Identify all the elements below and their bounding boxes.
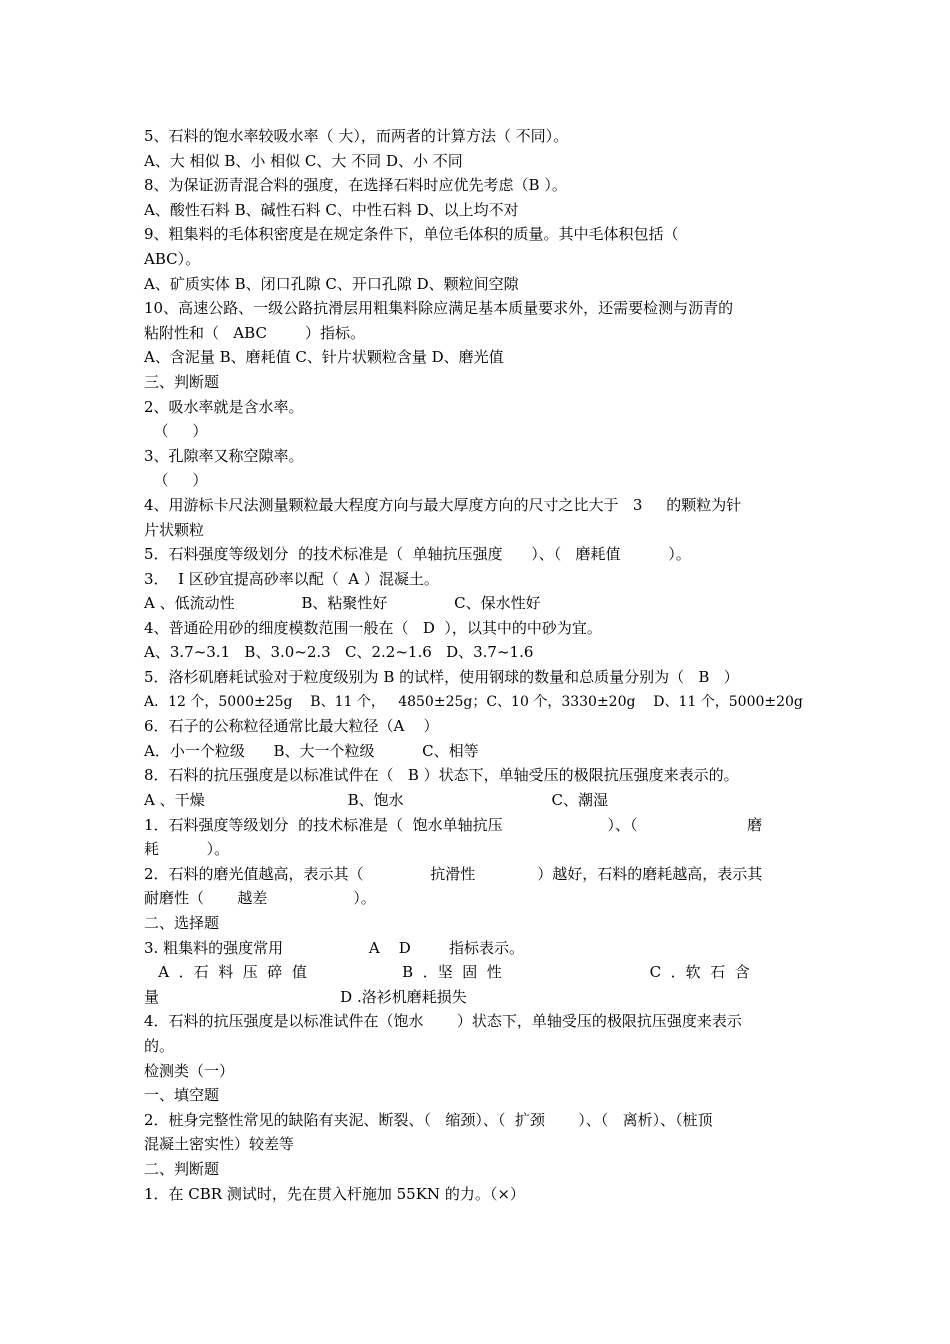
text-line: 4．石料的抗压强度是以标准试件在（饱水 ）状态下，单轴受压的极限抗压强度来表示	[144, 1012, 742, 1031]
text-line: A、大 相似 B、小 相似 C、大 不同 D、小 不同	[144, 151, 463, 170]
text-line: A．小一个粒级 B、大一个粒级 C、相等	[144, 741, 479, 760]
text-line: 1．在 CBR 测试时，先在贯入杆施加 55KN 的力。（×）	[144, 1184, 525, 1203]
text-line: 4、普通砼用砂的细度模数范围一般在（ D ），以其中的中砂为宜。	[144, 618, 602, 637]
text-line: A、3.7~3.1 B、3.0~2.3 C、2.2~1.6 D、3.7~1.6	[144, 643, 534, 662]
text-line: 5、石料的饱水率较吸水率（ 大），而两者的计算方法（ 不同）。	[144, 127, 569, 145]
section-heading: 二、判断题	[144, 1159, 220, 1178]
document-page	[144, 124, 806, 1206]
text-line: A．12 个，5000±25g B、11 个， 4850±25g；C、10 个，3330±20g D、11 个，5000±20g	[144, 693, 803, 710]
text-line: 1．石料强度等级划分 的技术标准是（ 饱水单轴抗压 ）、（ 磨	[144, 815, 763, 834]
text-line: 5．洛杉矶磨耗试验对于粒度级别为 B 的试样，使用钢球的数量和总质量分别为（ B ）	[144, 668, 739, 687]
text-line: （ ）	[144, 422, 208, 441]
section-heading: 一、填空题	[144, 1086, 220, 1105]
section-heading: 三、判断题	[144, 372, 220, 391]
text-line: 9、粗集料的毛体积密度是在规定条件下，单位毛体积的质量。其中毛体积包括（	[144, 225, 679, 244]
text-line: ABC）。	[144, 249, 201, 268]
text-line: 4、用游标卡尺法测量颗粒最大程度方向与最大厚度方向的尺寸之比大于 3 的颗粒为针	[144, 495, 742, 514]
text-line: 片状颗粒	[144, 520, 205, 539]
text-line: 混凝土密实性）较差等	[144, 1135, 295, 1154]
text-line: 3． I 区砂宜提高砂率以配（ A ）混凝土。	[144, 569, 439, 588]
text-line: 6．石子的公称粒径通常比最大粒径（A ）	[144, 717, 439, 736]
text-line: 耐磨性（ 越差 ）。	[144, 889, 376, 908]
text-line: 8．石料的抗压强度是以标准试件在（ B ）状态下，单轴受压的极限抗压强度来表示的。	[144, 766, 739, 785]
text-line: （ ）	[144, 471, 208, 490]
text-line: 3、孔隙率又称空隙率。	[144, 446, 304, 465]
text-line: A ．石 料 压 碎 值 B ．坚 固 性 C ．软 石 含	[144, 963, 750, 982]
section-heading: 二、选择题	[144, 914, 220, 932]
text-line: 10、高速公路、一级公路抗滑层用粗集料除应满足基本质量要求外，还需要检测与沥青的	[144, 299, 734, 318]
text-line: 的。	[144, 1036, 175, 1055]
text-line: 2．桩身完整性常见的缺陷有夹泥、断裂、（ 缩颈）、（ 扩颈 ）、（ 离析）、（桩顶	[144, 1110, 713, 1129]
text-line: 2、吸水率就是含水率。	[144, 397, 304, 416]
text-line: 耗 ）。	[144, 840, 230, 859]
section-heading: 检测类（一）	[144, 1061, 235, 1080]
text-line: A、酸性石料 B、碱性石料 C、中性石料 D、以上均不对	[144, 200, 519, 219]
text-line: 2．石料的磨光值越高，表示其（ 抗滑性 ）越好，石料的磨耗越高，表示其	[144, 864, 763, 883]
text-line: 5．石料强度等级划分 的技术标准是（ 单轴抗压强度 ）、（ 磨耗值 ）。	[144, 545, 691, 564]
text-line: A、矿质实体 B、闭口孔隙 C、开口孔隙 D、颗粒间空隙	[144, 274, 519, 293]
text-line: A 、低流动性 B、粘聚性好 C、保水性好	[144, 594, 541, 613]
text-line: 3. 粗集料的强度常用 A D 指标表示。	[144, 938, 524, 957]
text-line: A 、干燥 B、饱水 C、潮湿	[144, 791, 608, 810]
text-line: A、含泥量 B、磨耗值 C、针片状颗粒含量 D、磨光值	[144, 348, 504, 367]
text-line: 粘附性和（ ABC ）指标。	[144, 323, 366, 342]
text-line: 量 D .洛衫机磨耗损失	[144, 987, 467, 1006]
text-line: 8、为保证沥青混合料的强度，在选择石料时应优先考虑（B ）。	[144, 176, 567, 195]
